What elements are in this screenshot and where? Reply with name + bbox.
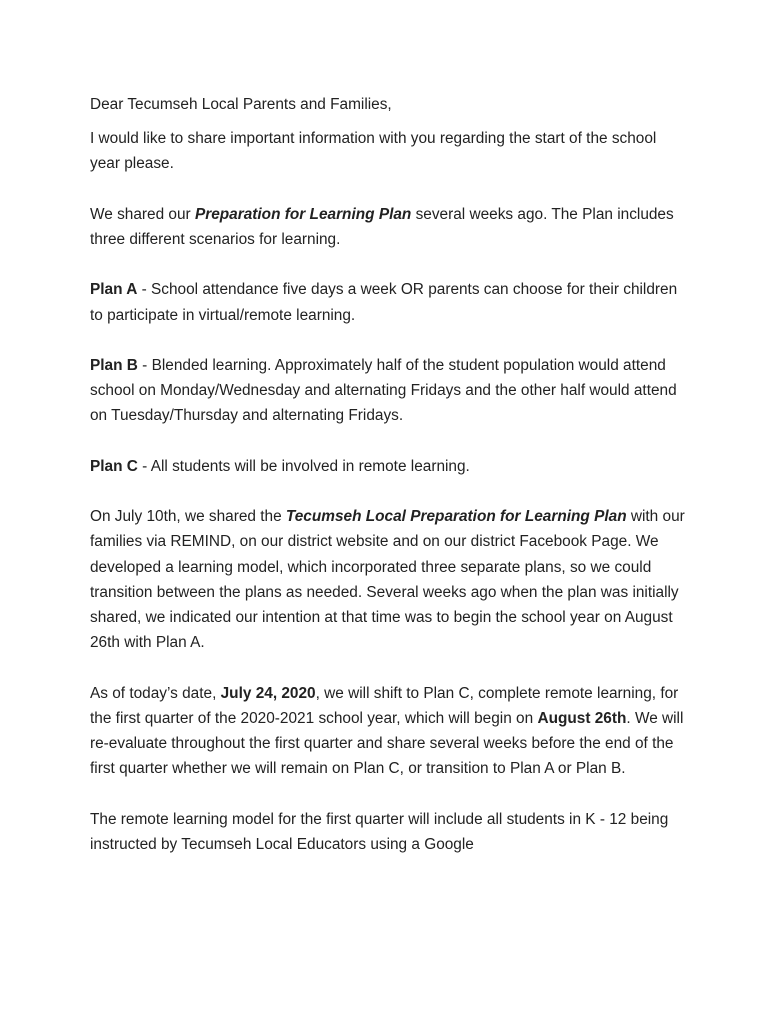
- plan-overview-text-1: We shared our: [90, 205, 195, 223]
- current-date-text-3: . We will re-evaluate throughout the first quarter and share several weeks before the end of the first quarter whether we will remain on Plan C, or transition to Plan A or Plan B.: [90, 709, 684, 778]
- remote-learning-paragraph: The remote learning model for the first quarter will include all students in K - 12 being instructed by Tecumseh Local Educators using a Google: [90, 810, 669, 853]
- current-date-text-1: As of today’s date,: [90, 684, 221, 702]
- july-10-paragraph: [90, 504, 690, 655]
- intro-paragraph: I would like to share important information with you regarding the start of the school year please.: [90, 130, 657, 173]
- plan-a-label: Plan A: [90, 281, 138, 299]
- july-10-text-2: with our families via REMIND, on our district website and on our district Facebook Page. We developed a learning model, which incorporated three separate plans, so we could transition between the plans as needed. Several weeks ago when the plan was initially shared, we indicated our intention at that time was to begin the school year on August 26th with Plan A.: [90, 508, 685, 652]
- plan-overview-paragraph: [90, 202, 690, 252]
- plan-name-emphasis: Preparation for Learning Plan: [194, 205, 412, 223]
- plan-a-text: - School attendance five days a week OR parents can choose for their children to participate in virtual/remote learning.: [90, 281, 678, 324]
- plan-b-label: Plan B: [90, 356, 138, 374]
- plan-c-label: Plan C: [90, 457, 138, 475]
- plan-b-text: - Blended learning. Approximately half of the student population would attend school on Monday/Wednesday and alternating Fridays and the other half would attend on Tuesday/Thursday and alternating Fridays.: [90, 356, 677, 425]
- plan-b-paragraph: [90, 353, 690, 429]
- plan-c-paragraph: [90, 454, 690, 479]
- current-date-paragraph: [90, 681, 690, 782]
- plan-a-paragraph: [90, 277, 690, 327]
- plan-overview-text-2: several weeks ago. The Plan includes three different scenarios for learning.: [90, 205, 674, 248]
- current-date-emphasis: July 24, 2020: [220, 684, 316, 702]
- salutation: Dear Tecumseh Local Parents and Families,: [90, 96, 392, 113]
- full-plan-name-emphasis: Tecumseh Local Preparation for Learning Plan: [285, 508, 627, 526]
- start-date-emphasis: August 26th: [537, 709, 627, 727]
- plan-c-text: - All students will be involved in remote learning.: [137, 457, 470, 475]
- current-date-text-2: , we will shift to Plan C, complete remote learning, for the first quarter of the 2020-2021 school year, which will begin on: [90, 684, 679, 727]
- letter-body: [90, 92, 690, 882]
- july-10-text-1: On July 10th, we shared the: [90, 508, 286, 526]
